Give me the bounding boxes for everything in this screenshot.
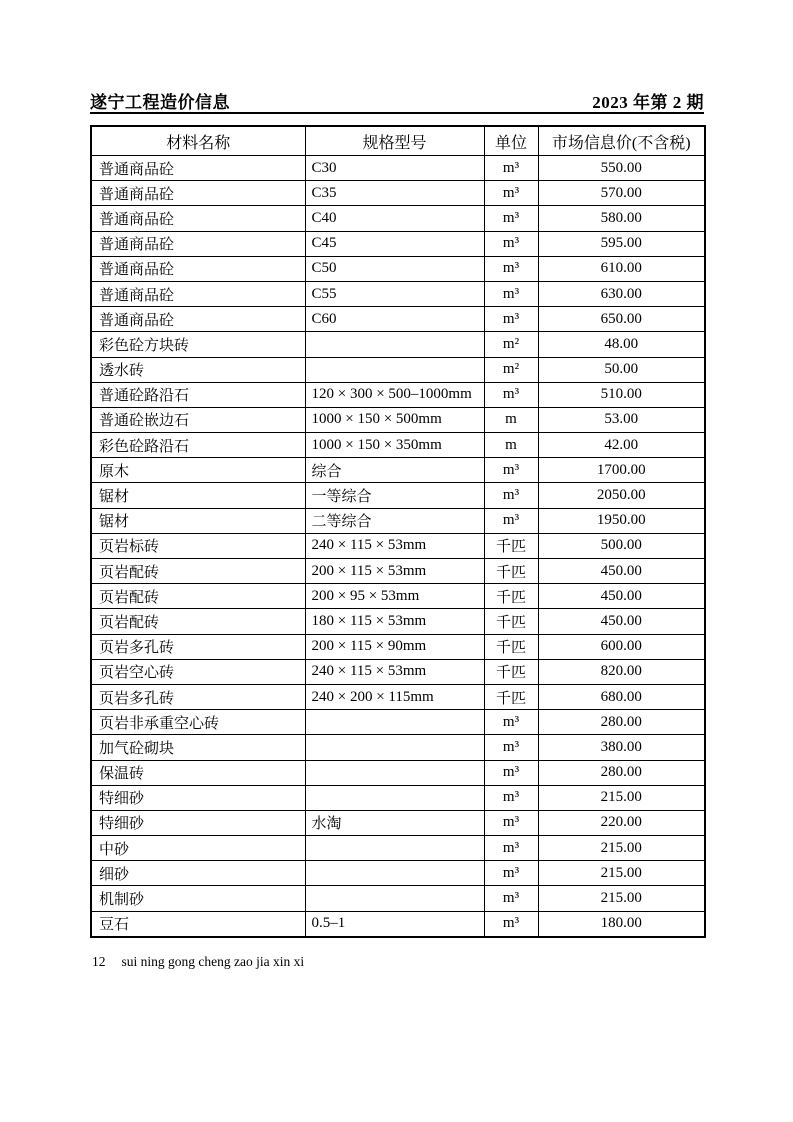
table-row xyxy=(91,206,705,231)
cell-price: 450.00 xyxy=(538,559,705,584)
cell-price: 450.00 xyxy=(538,584,705,609)
cell-unit: m³ xyxy=(484,281,538,306)
table-row xyxy=(91,710,705,735)
cell-unit: 千匹 xyxy=(484,634,538,659)
cell-price: 600.00 xyxy=(538,634,705,659)
cell-spec: C60 xyxy=(305,307,484,332)
cell-unit: 千匹 xyxy=(484,559,538,584)
cell-material: 页岩非承重空心砖 xyxy=(91,710,305,735)
table-row xyxy=(91,659,705,684)
cell-material: 页岩配砖 xyxy=(91,559,305,584)
cell-price: 680.00 xyxy=(538,684,705,709)
cell-unit: m³ xyxy=(484,181,538,206)
table-row xyxy=(91,508,705,533)
cell-unit: m³ xyxy=(484,861,538,886)
cell-material: 普通商品砼 xyxy=(91,307,305,332)
cell-spec: 200 × 115 × 53mm xyxy=(305,559,484,584)
footer-pinyin: sui ning gong cheng zao jia xin xi xyxy=(121,954,305,969)
cell-price: 180.00 xyxy=(538,911,705,937)
table-row xyxy=(91,886,705,911)
cell-unit: 千匹 xyxy=(484,609,538,634)
cell-unit: m xyxy=(484,407,538,432)
cell-price: 1700.00 xyxy=(538,458,705,483)
col-header-material: 材料名称 xyxy=(91,126,305,156)
cell-material: 锯材 xyxy=(91,508,305,533)
cell-price: 2050.00 xyxy=(538,483,705,508)
cell-price: 820.00 xyxy=(538,659,705,684)
cell-material: 页岩空心砖 xyxy=(91,659,305,684)
cell-spec: 1000 × 150 × 350mm xyxy=(305,433,484,458)
cell-price: 50.00 xyxy=(538,357,705,382)
cell-spec: C35 xyxy=(305,181,484,206)
table-row xyxy=(91,684,705,709)
cell-spec: 240 × 115 × 53mm xyxy=(305,533,484,558)
cell-price: 510.00 xyxy=(538,382,705,407)
table-row xyxy=(91,810,705,835)
cell-material: 普通商品砼 xyxy=(91,156,305,181)
table-row xyxy=(91,584,705,609)
cell-spec xyxy=(305,357,484,382)
cell-price: 380.00 xyxy=(538,735,705,760)
cell-material: 细砂 xyxy=(91,861,305,886)
cell-material: 中砂 xyxy=(91,836,305,861)
cell-material: 特细砂 xyxy=(91,785,305,810)
cell-unit: m³ xyxy=(484,231,538,256)
cell-material: 加气砼砌块 xyxy=(91,735,305,760)
cell-material: 页岩配砖 xyxy=(91,609,305,634)
table-row xyxy=(91,760,705,785)
cell-material: 普通商品砼 xyxy=(91,281,305,306)
cell-material: 彩色砼路沿石 xyxy=(91,433,305,458)
cell-spec: 1000 × 150 × 500mm xyxy=(305,407,484,432)
cell-unit: m³ xyxy=(484,760,538,785)
cell-material: 彩色砼方块砖 xyxy=(91,332,305,357)
table-row xyxy=(91,785,705,810)
cell-material: 普通砼路沿石 xyxy=(91,382,305,407)
cell-spec: 240 × 200 × 115mm xyxy=(305,684,484,709)
cell-unit: m³ xyxy=(484,382,538,407)
cell-spec: 水淘 xyxy=(305,810,484,835)
cell-material: 普通商品砼 xyxy=(91,181,305,206)
table-row xyxy=(91,735,705,760)
cell-unit: m³ xyxy=(484,911,538,937)
cell-unit: m² xyxy=(484,357,538,382)
cell-material: 普通商品砼 xyxy=(91,231,305,256)
cell-spec: 二等综合 xyxy=(305,508,484,533)
cell-price: 42.00 xyxy=(538,433,705,458)
doc-title: 遂宁工程造价信息 xyxy=(90,93,230,112)
table-row xyxy=(91,458,705,483)
cell-spec xyxy=(305,332,484,357)
cell-material: 机制砂 xyxy=(91,886,305,911)
cell-spec xyxy=(305,886,484,911)
cell-spec: C45 xyxy=(305,231,484,256)
table-row xyxy=(91,382,705,407)
page-number: 12 xyxy=(92,954,106,969)
cell-spec xyxy=(305,785,484,810)
col-header-unit: 单位 xyxy=(484,126,538,156)
cell-price: 1950.00 xyxy=(538,508,705,533)
cell-price: 280.00 xyxy=(538,710,705,735)
cell-price: 280.00 xyxy=(538,760,705,785)
table-row xyxy=(91,433,705,458)
cell-unit: m³ xyxy=(484,483,538,508)
document-footer xyxy=(92,954,304,970)
cell-spec: 200 × 115 × 90mm xyxy=(305,634,484,659)
cell-material: 页岩多孔砖 xyxy=(91,684,305,709)
cell-price: 500.00 xyxy=(538,533,705,558)
cell-unit: m³ xyxy=(484,458,538,483)
cell-material: 豆石 xyxy=(91,911,305,937)
table-row xyxy=(91,911,705,937)
doc-issue: 2023 年第 2 期 xyxy=(592,93,704,112)
cell-unit: m³ xyxy=(484,710,538,735)
document-header xyxy=(90,88,704,113)
table-row xyxy=(91,256,705,281)
table-row xyxy=(91,559,705,584)
col-header-price: 市场信息价(不含税) xyxy=(538,126,705,156)
table-row xyxy=(91,156,705,181)
cell-material: 普通商品砼 xyxy=(91,256,305,281)
cell-spec: C40 xyxy=(305,206,484,231)
cell-unit: m³ xyxy=(484,836,538,861)
cell-price: 220.00 xyxy=(538,810,705,835)
cell-unit: 千匹 xyxy=(484,584,538,609)
cell-price: 215.00 xyxy=(538,785,705,810)
cell-material: 保温砖 xyxy=(91,760,305,785)
cell-unit: m³ xyxy=(484,735,538,760)
table-row xyxy=(91,231,705,256)
table-row xyxy=(91,836,705,861)
cell-price: 53.00 xyxy=(538,407,705,432)
cell-unit: m³ xyxy=(484,785,538,810)
cell-unit: m³ xyxy=(484,886,538,911)
table-body xyxy=(91,156,705,937)
cell-spec xyxy=(305,735,484,760)
cell-unit: m³ xyxy=(484,307,538,332)
cell-spec: C50 xyxy=(305,256,484,281)
table-row xyxy=(91,533,705,558)
table-row xyxy=(91,407,705,432)
cell-material: 特细砂 xyxy=(91,810,305,835)
table-row xyxy=(91,357,705,382)
cell-spec: 200 × 95 × 53mm xyxy=(305,584,484,609)
cell-price: 570.00 xyxy=(538,181,705,206)
cell-spec: 180 × 115 × 53mm xyxy=(305,609,484,634)
cell-price: 450.00 xyxy=(538,609,705,634)
cell-material: 透水砖 xyxy=(91,357,305,382)
cell-spec: 综合 xyxy=(305,458,484,483)
cell-spec: C55 xyxy=(305,281,484,306)
cell-unit: m³ xyxy=(484,508,538,533)
header-rule xyxy=(90,112,704,114)
table-row xyxy=(91,181,705,206)
cell-price: 48.00 xyxy=(538,332,705,357)
cell-material: 页岩配砖 xyxy=(91,584,305,609)
price-table xyxy=(90,125,706,938)
cell-spec: C30 xyxy=(305,156,484,181)
table-header-row xyxy=(91,126,705,156)
cell-unit: m³ xyxy=(484,156,538,181)
cell-unit: m³ xyxy=(484,810,538,835)
cell-price: 215.00 xyxy=(538,886,705,911)
cell-material: 普通商品砼 xyxy=(91,206,305,231)
cell-spec: 0.5–1 xyxy=(305,911,484,937)
table-row xyxy=(91,634,705,659)
cell-material: 原木 xyxy=(91,458,305,483)
cell-unit: m³ xyxy=(484,256,538,281)
cell-spec xyxy=(305,861,484,886)
cell-unit: 千匹 xyxy=(484,659,538,684)
cell-spec: 120 × 300 × 500–1000mm xyxy=(305,382,484,407)
cell-spec xyxy=(305,836,484,861)
table-row xyxy=(91,609,705,634)
cell-price: 630.00 xyxy=(538,281,705,306)
cell-price: 610.00 xyxy=(538,256,705,281)
cell-price: 215.00 xyxy=(538,836,705,861)
cell-material: 锯材 xyxy=(91,483,305,508)
cell-price: 595.00 xyxy=(538,231,705,256)
table-row xyxy=(91,861,705,886)
cell-material: 页岩标砖 xyxy=(91,533,305,558)
table-row xyxy=(91,307,705,332)
cell-price: 650.00 xyxy=(538,307,705,332)
cell-material: 普通砼嵌边石 xyxy=(91,407,305,432)
cell-unit: 千匹 xyxy=(484,684,538,709)
cell-spec: 一等综合 xyxy=(305,483,484,508)
cell-spec: 240 × 115 × 53mm xyxy=(305,659,484,684)
table-row xyxy=(91,483,705,508)
cell-unit: m³ xyxy=(484,206,538,231)
cell-price: 580.00 xyxy=(538,206,705,231)
cell-unit: m xyxy=(484,433,538,458)
cell-unit: m² xyxy=(484,332,538,357)
cell-unit: 千匹 xyxy=(484,533,538,558)
col-header-spec: 规格型号 xyxy=(305,126,484,156)
cell-spec xyxy=(305,760,484,785)
table-row xyxy=(91,281,705,306)
cell-price: 550.00 xyxy=(538,156,705,181)
cell-spec xyxy=(305,710,484,735)
table-row xyxy=(91,332,705,357)
cell-material: 页岩多孔砖 xyxy=(91,634,305,659)
cell-price: 215.00 xyxy=(538,861,705,886)
